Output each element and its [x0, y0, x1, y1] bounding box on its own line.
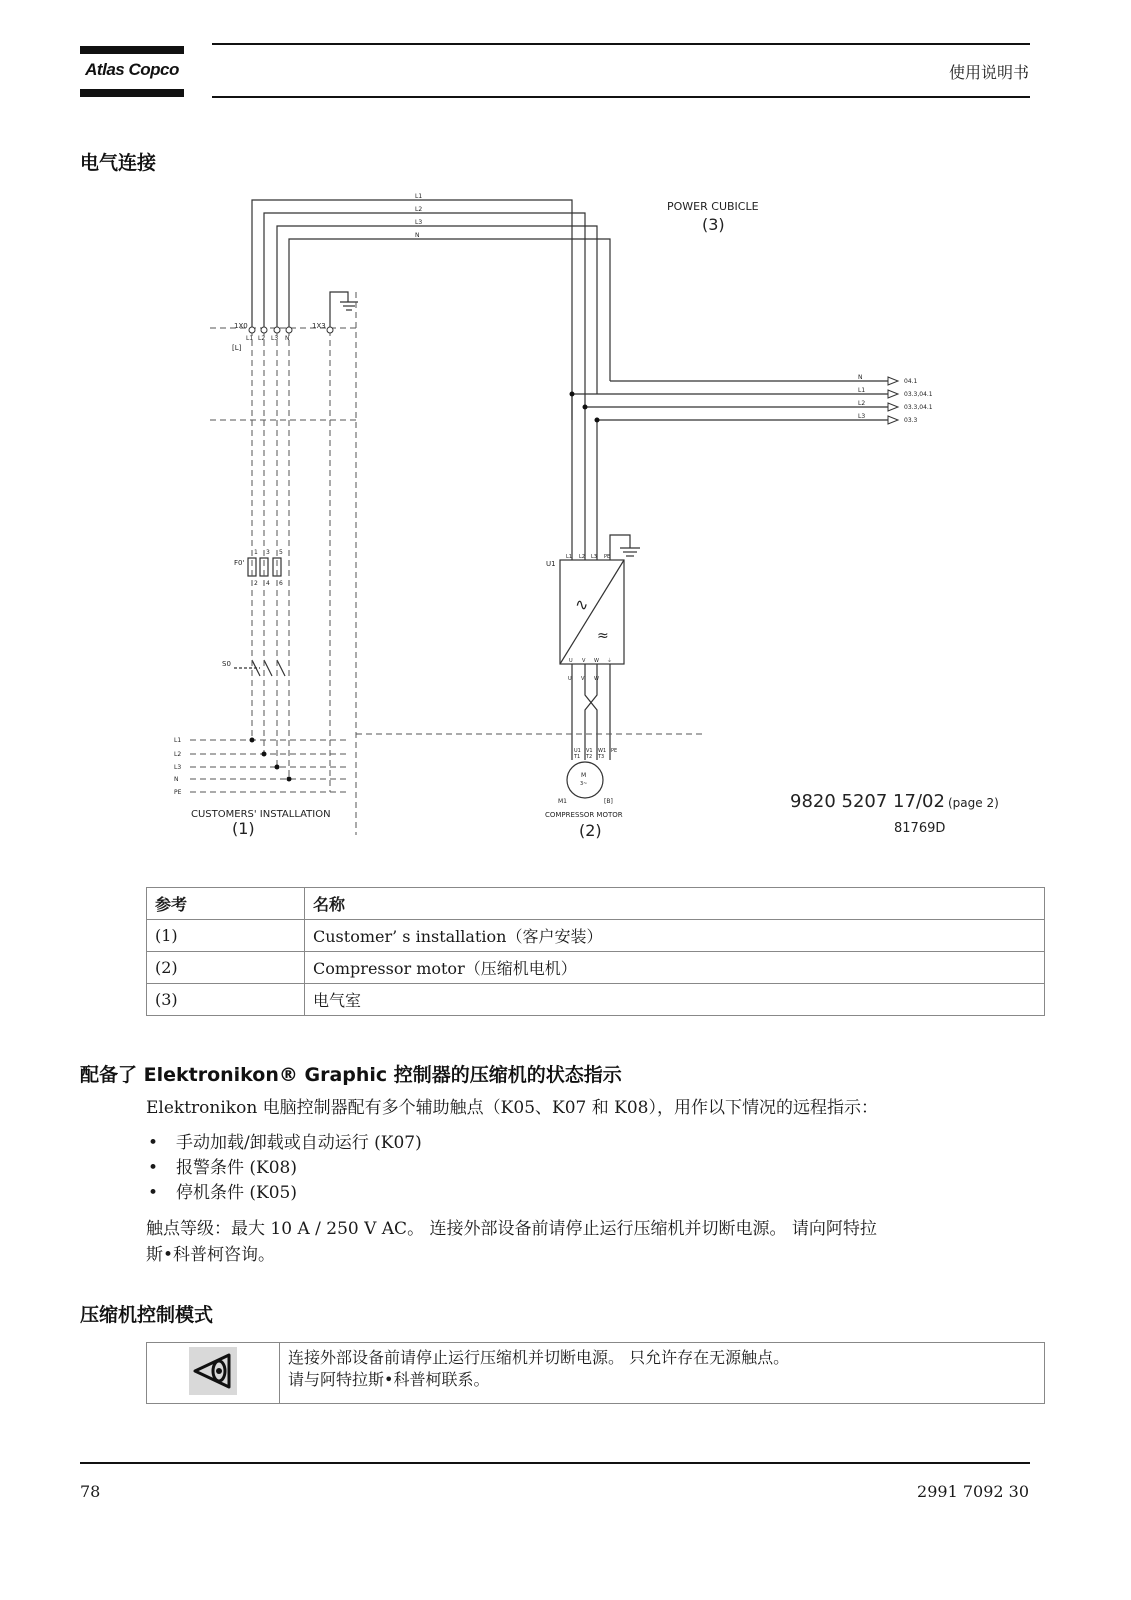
contact-rating-line: 斯•科普柯咨询。 [146, 1245, 276, 1265]
fuse-number: 3 [266, 549, 270, 556]
header-title: 使用说明书 [948, 63, 1029, 82]
status-intro: Elektronikon 电脑控制器配有多个辅助触点（K05、K07 和 K08），用作以下情况的远程指示： [146, 1098, 878, 1118]
power-cubicle-label: POWER CUBICLE [667, 200, 759, 213]
motor-label: M1 [558, 798, 567, 805]
output-line-label: N [858, 374, 863, 381]
terminal-label: L1 [246, 335, 254, 342]
converter-input: L1 [566, 554, 572, 560]
motor-ref: (2) [579, 821, 602, 840]
terminal-1x0-label: 1X0 [234, 322, 248, 330]
converter-output: ⏚ [607, 658, 613, 664]
motor-symbol: M [581, 772, 587, 779]
output-line-label: L3 [858, 413, 866, 420]
wire-mark: V [581, 676, 585, 682]
warning-line: 请与阿特拉斯•科普柯联系。 [288, 1370, 490, 1389]
logo-bar-top [80, 46, 184, 54]
converter-input: PE [604, 554, 611, 560]
output-target: 03.3,04.1 [904, 391, 933, 398]
motor-caption: COMPRESSOR MOTOR [545, 811, 623, 819]
customer-ref: (1) [232, 819, 255, 838]
contact-rating-text [146, 1216, 1036, 1268]
top-line-label: N [415, 232, 420, 239]
logo-text: Atlas Copco [85, 60, 179, 79]
output-target: 03.3,04.1 [904, 404, 933, 411]
converter-output: V [582, 658, 586, 664]
warning-table [146, 1342, 1045, 1404]
customer-line-label: PE [174, 789, 182, 796]
section-heading-control: 压缩机控制模式 [80, 1304, 214, 1326]
converter-input: L3 [591, 554, 597, 560]
motor-sub: [B] [604, 798, 613, 805]
motor-symbol: 3~ [580, 781, 588, 787]
output-target: 04.1 [904, 378, 918, 385]
warning-text-cell [280, 1343, 1045, 1404]
footer-doc-number: 2991 7092 30 [917, 1482, 1029, 1501]
reference-table [146, 887, 1045, 1016]
converter-output: U [569, 658, 573, 664]
wire-mark: W [594, 676, 599, 682]
warning-icon-cell [147, 1343, 280, 1404]
header-rule-top [212, 43, 1030, 45]
power-cubicle-ref: (3) [702, 215, 725, 234]
customer-line-label: L1 [174, 737, 182, 744]
motor-terminal-sub: T2 [586, 754, 593, 760]
top-line-label: L1 [415, 193, 423, 200]
list-item: • 停机条件 (K05) [146, 1181, 1026, 1206]
diagram-doc-number: 9820 5207 17/02 [790, 791, 945, 812]
diagram-doc-code: 81769D [894, 821, 946, 836]
table-cell: (3) [147, 984, 305, 1016]
converter-input: L2 [579, 554, 585, 560]
atlas-copco-logo [80, 46, 184, 98]
motor-terminal-sub: T3 [598, 754, 605, 760]
status-bullet-list [146, 1131, 1026, 1206]
customer-caption: CUSTOMERS' INSTALLATION [191, 809, 331, 820]
diagram-doc-page: (page 2) [948, 796, 999, 810]
fuse-number: 2 [254, 580, 258, 587]
customer-line-label: N [174, 776, 179, 783]
converter-output: W [594, 658, 599, 664]
table-header-row [147, 888, 1045, 920]
fuse-number: 5 [279, 549, 283, 556]
page-number: 78 [80, 1482, 101, 1501]
fuse-number: 6 [279, 580, 283, 587]
motor-terminal: U1 [574, 748, 581, 754]
motor-terminal: PE [611, 748, 618, 754]
logo-bar-bottom [80, 89, 184, 97]
motor-terminal: W1 [598, 748, 607, 754]
wire-mark: U [568, 676, 572, 682]
terminal-label: L3 [271, 335, 279, 342]
header-rule-bottom [212, 96, 1030, 98]
customer-line-label: L3 [174, 764, 182, 771]
switch-label: S0 [222, 660, 231, 668]
table-row [147, 920, 1045, 952]
output-line-label: L1 [858, 387, 866, 394]
table-cell: 电气室 [305, 984, 1045, 1016]
output-target: 03.3 [904, 417, 918, 424]
list-item: • 手动加载/卸载或自动运行 (K07) [146, 1131, 1026, 1156]
table-row [147, 1343, 1045, 1404]
output-line-label: L2 [858, 400, 866, 407]
list-item: • 报警条件 (K08) [146, 1156, 1026, 1181]
motor-speed-symbol-icon: ≈ [597, 628, 609, 644]
table-cell: (2) [147, 952, 305, 984]
fuse-number: 1 [254, 549, 258, 556]
table-header-cell: 名称 [305, 888, 1045, 920]
table-header-cell: 参考 [147, 888, 305, 920]
motor-terminal-sub: T1 [574, 754, 581, 760]
converter-label: U1 [546, 560, 556, 568]
section-heading-electrical: 电气连接 [80, 152, 157, 174]
terminal-1x3-label: 1X3 [312, 322, 326, 330]
customer-line-label: L2 [174, 751, 182, 758]
table-cell: Compressor motor（压缩机电机） [305, 952, 1045, 984]
motor-terminal: V1 [586, 748, 593, 754]
eye-warning-icon [189, 1347, 237, 1395]
terminal-label: N [285, 335, 290, 342]
footer-rule [80, 1462, 1030, 1464]
section-heading-status: 配备了 Elektronikon® Graphic 控制器的压缩机的状态指示 [80, 1064, 622, 1086]
fuse-number: 4 [266, 580, 270, 587]
fuse-label: F0' [234, 559, 245, 567]
warning-line: 连接外部设备前请停止运行压缩机并切断电源。 只允许存在无源触点。 [288, 1348, 790, 1367]
contact-rating-line: 触点等级：最大 10 A / 250 V AC。 连接外部设备前请停止运行压缩机并切断电源。 请向阿特拉 [146, 1219, 877, 1239]
top-line-label: L2 [415, 206, 423, 213]
table-row [147, 952, 1045, 984]
table-row [147, 984, 1045, 1016]
table-cell: Customer’ s installation（客户安装） [305, 920, 1045, 952]
wiring-diagram [160, 180, 1020, 860]
terminal-1x0-sub: [L] [232, 344, 242, 352]
top-line-label: L3 [415, 219, 423, 226]
ac-symbol-icon: ∿ [575, 595, 589, 614]
terminal-label: L2 [258, 335, 266, 342]
table-cell: (1) [147, 920, 305, 952]
